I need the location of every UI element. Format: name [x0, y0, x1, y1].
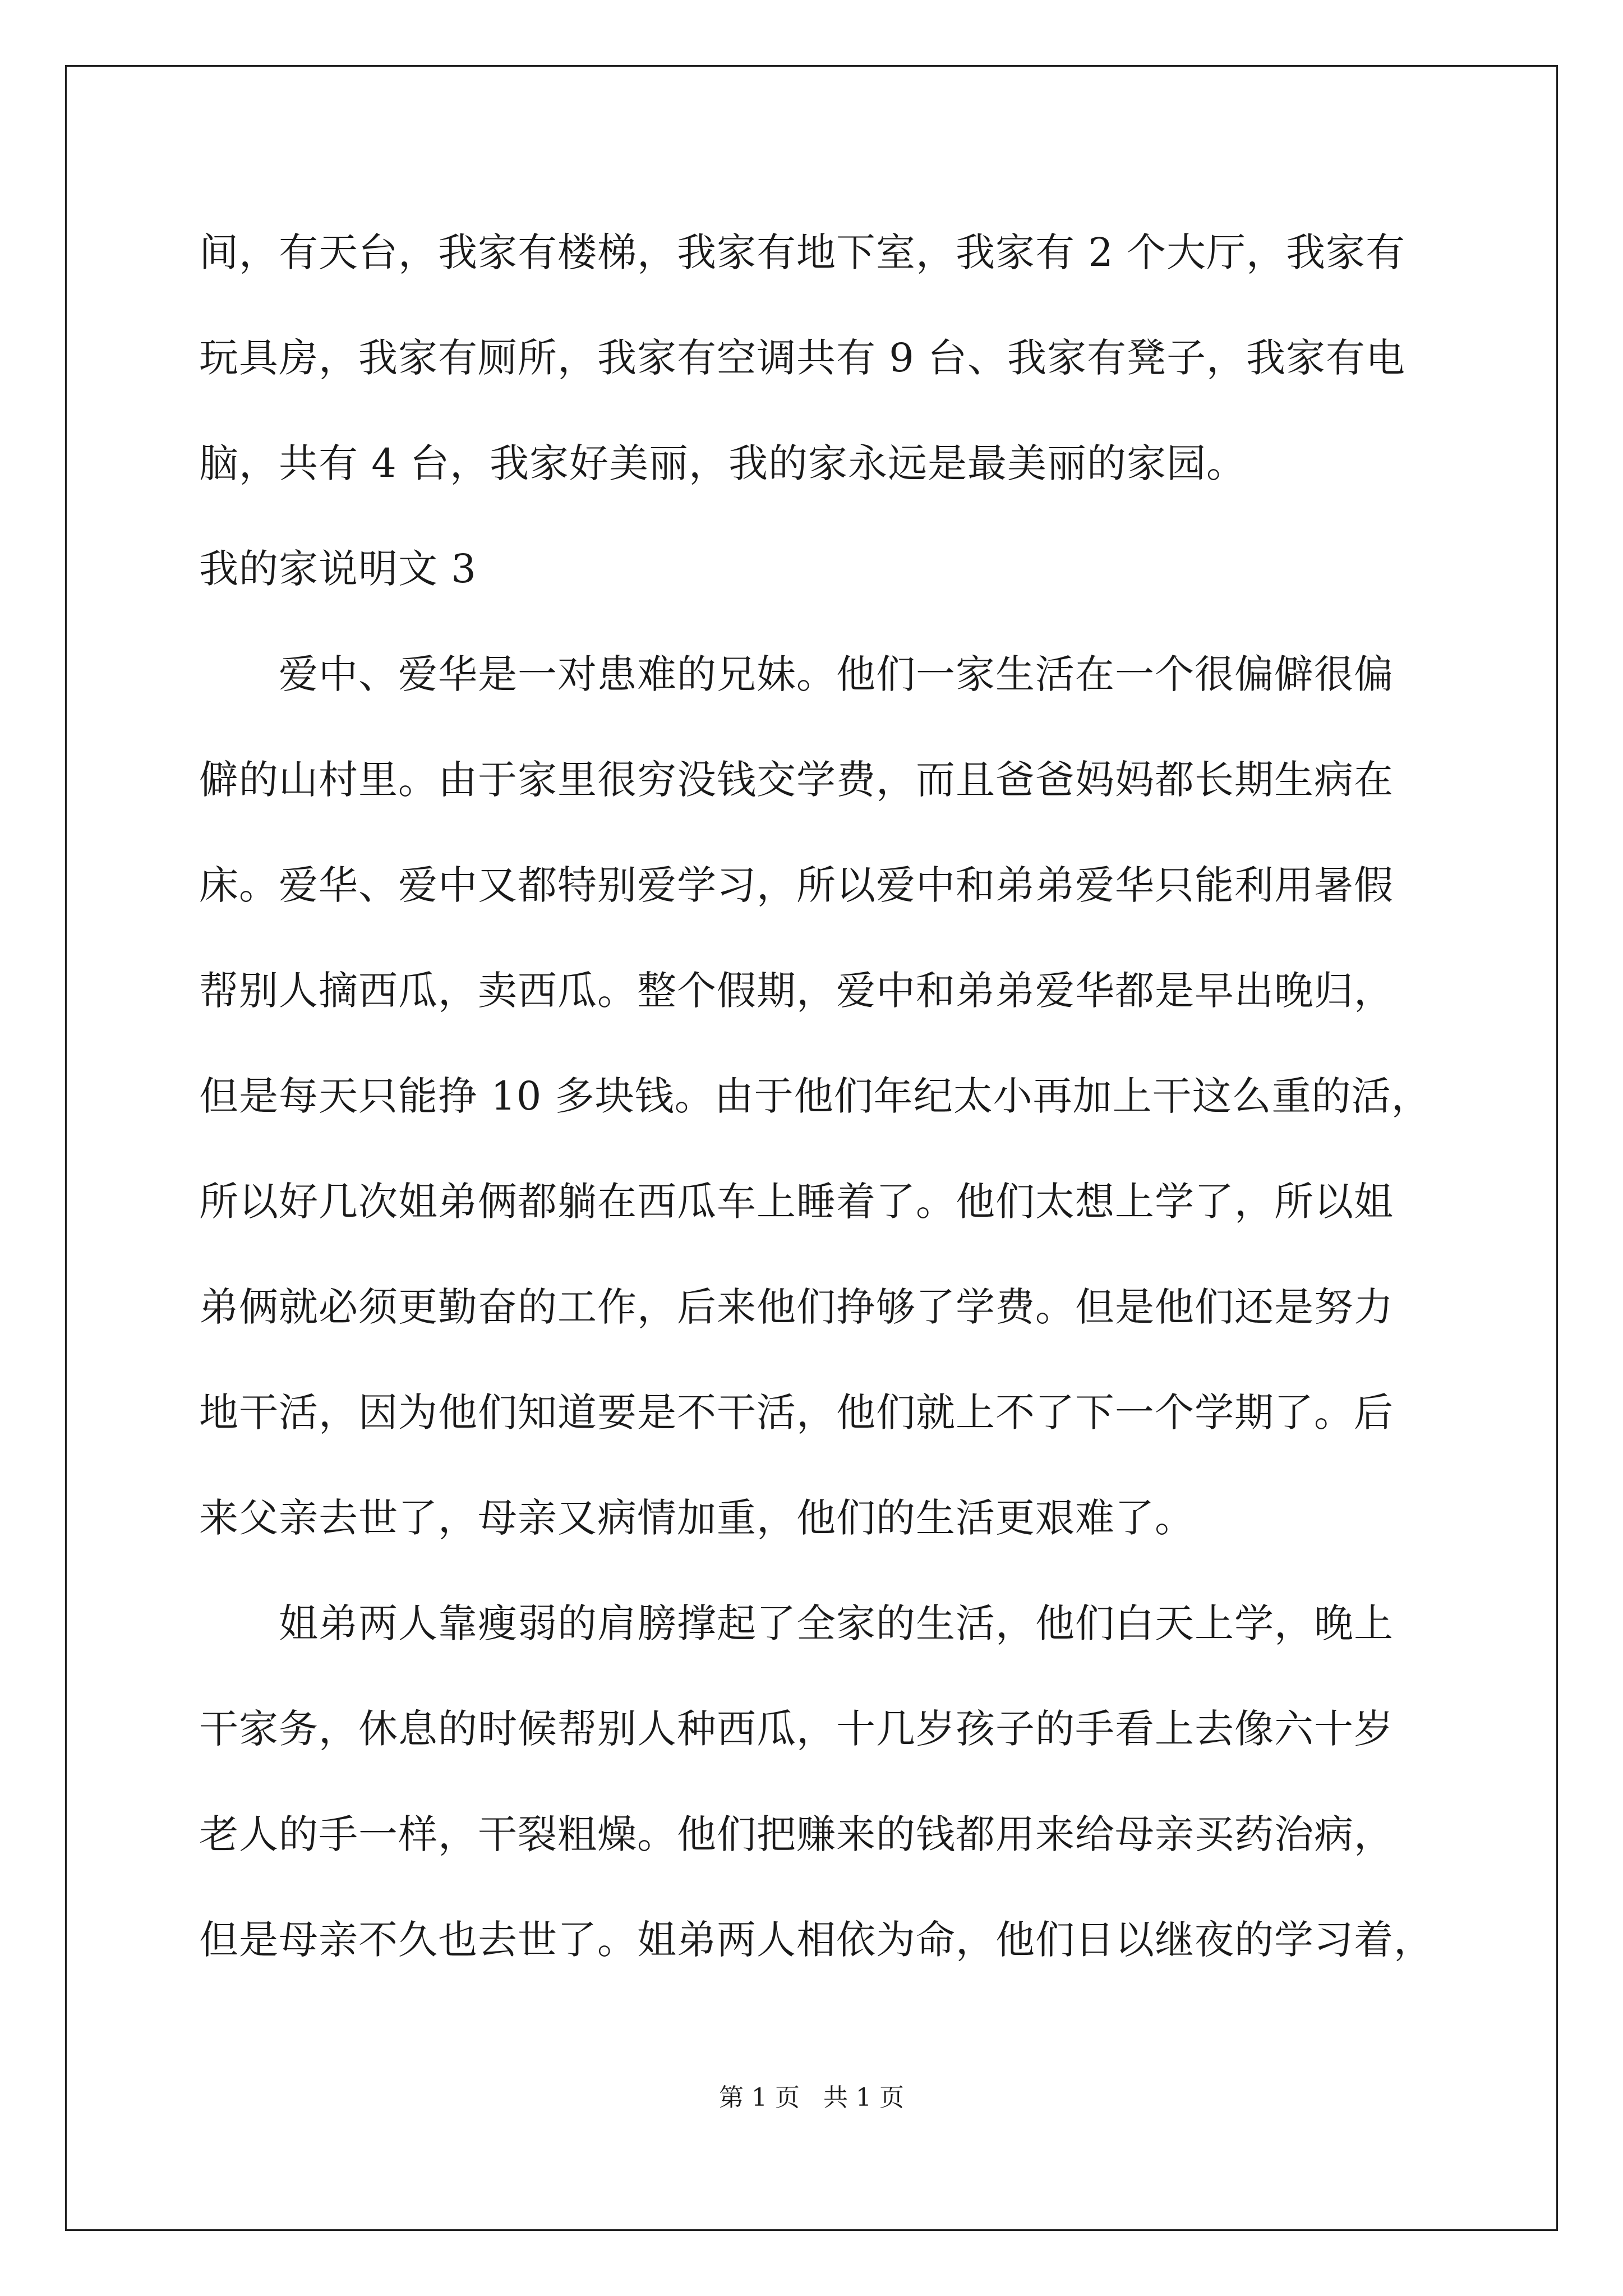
- text-line-9: 但是每天只能挣 10 多块钱。由于他们年纪太小再加上干这么重的活，: [199, 1073, 1431, 1119]
- text-line-16: 老人的手一样，干裂粗燥。他们把赚来的钱都用来给母亲买药治病，: [199, 1811, 1394, 1857]
- text-line-6: 僻的山村里。由于家里很穷没钱交学费，而且爸爸妈妈都长期生病在: [199, 757, 1394, 803]
- text-line-15: 干家务，休息的时候帮别人种西瓜，十几岁孩子的手看上去像六十岁: [199, 1706, 1394, 1752]
- page-border: [65, 65, 1558, 2231]
- text-line-5: 爱中、爱华是一对患难的兄妹。他们一家生活在一个很偏僻很偏: [199, 651, 1394, 697]
- text-line-13: 来父亲去世了，母亲又病情加重，他们的生活更艰难了。: [199, 1495, 1195, 1541]
- text-line-11: 弟俩就必须更勤奋的工作，后来他们挣够了学费。但是他们还是努力: [199, 1284, 1394, 1330]
- text-line-1: 间，有天台，我家有楼梯，我家有地下室，我家有 2 个大厅，我家有: [199, 229, 1406, 275]
- text-line-17: 但是母亲不久也去世了。姐弟两人相依为命，他们日以继夜的学习着，: [199, 1917, 1433, 1963]
- text-line-14: 姐弟两人靠瘦弱的肩膀撑起了全家的生活，他们白天上学，晚上: [199, 1600, 1394, 1646]
- page-footer: 第 1 页 共 1 页: [719, 2083, 904, 2112]
- text-line-2: 玩具房，我家有厕所，我家有空调共有 9 台、我家有凳子，我家有电: [199, 335, 1406, 381]
- text-line-12: 地干活，因为他们知道要是不干活，他们就上不了下一个学期了。后: [199, 1389, 1394, 1435]
- text-line-7: 床。爱华、爱中又都特别爱学习，所以爱中和弟弟爱华只能利用暑假: [199, 862, 1394, 908]
- text-line-3: 脑，共有 4 台，我家好美丽，我的家永远是最美丽的家园。: [199, 440, 1247, 486]
- text-line-8: 帮别人摘西瓜，卖西瓜。整个假期，爱中和弟弟爱华都是早出晚归，: [199, 968, 1394, 1014]
- section-heading: 我的家说明文 3: [199, 546, 477, 592]
- text-line-10: 所以好几次姐弟俩都躺在西瓜车上睡着了。他们太想上学了，所以姐: [199, 1179, 1394, 1225]
